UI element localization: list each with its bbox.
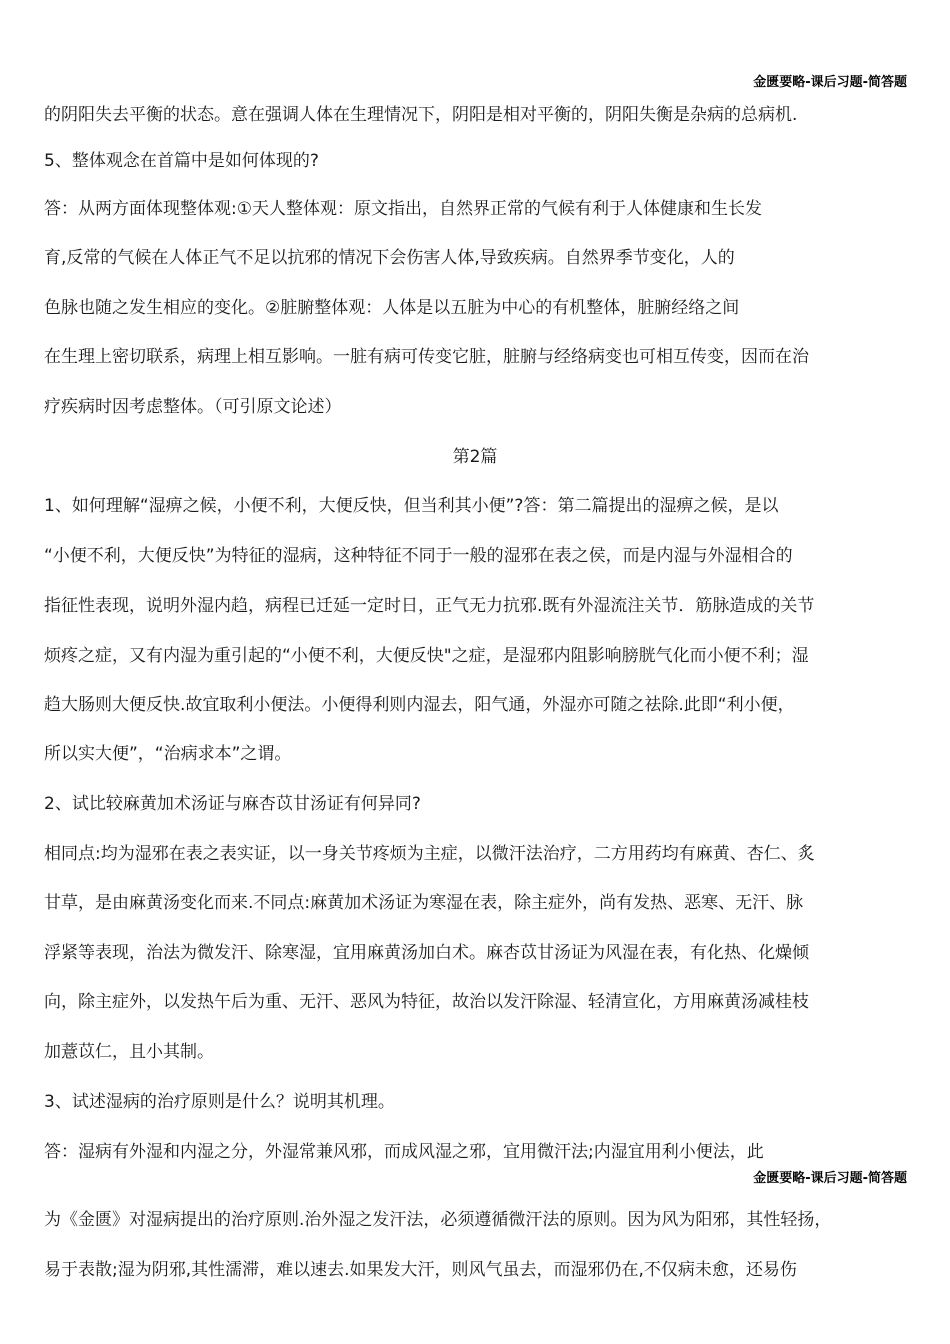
text-line-12: 烦疼之症，又有内湿为重引起的“小便不利，大便反快"之症，是湿邪内阻影响膀胱气化而小便不利；湿 bbox=[44, 646, 809, 666]
text-line-3: 答：从两方面体现整体观:①天人整体观：原文指出，自然界正常的气候有利于人体健康和生长发 bbox=[44, 199, 762, 219]
text-line-17: 甘草，是由麻黄汤变化而来.不同点:麻黄加术汤证为寒湿在表，除主症外，尚有发热、恶寒、无汗、脉 bbox=[44, 893, 804, 913]
text-line-16: 相同点:均为湿邪在表之表实证，以一身关节疼烦为主症，以微汗法治疗，二方用药均有麻黄、杏仁、炙 bbox=[44, 844, 815, 864]
running-header-top: 金匮要略-课后习题-简答题 bbox=[753, 75, 907, 90]
text-line-6: 在生理上密切联系，病理上相互影响。一脏有病可传变它脏，脏腑与经络病变也可相互传变，因而在治 bbox=[44, 347, 809, 367]
text-line-13: 趋大肠则大便反快.故宜取利小便法。小便得利则内湿去，阳气通，外湿亦可随之祛除.此即“利小便， bbox=[44, 695, 795, 715]
section-title: 第2篇 bbox=[452, 447, 498, 467]
text-line-10: “小便不利，大便反快”为特征的湿病，这种特征不同于一般的湿邪在表之侯，而是内湿与外湿相合的 bbox=[44, 546, 793, 566]
question-2: 2、试比较麻黄加术汤证与麻杏苡甘汤证有何异同? bbox=[44, 794, 421, 814]
text-line-1: 的阴阳失去平衡的状态。意在强调人体在生理情况下，阴阳是相对平衡的，阴阳失衡是杂病的总病机. bbox=[44, 105, 798, 125]
text-line-18: 浮紧等表现，治法为微发汗、除寒湿，宜用麻黄汤加白术。麻杏苡甘汤证为风湿在表，有化热、化燥倾 bbox=[44, 943, 809, 963]
text-line-7: 疗疾病时因考虑整体。（可引原文论述） bbox=[44, 397, 342, 417]
text-line-22: 答：湿病有外湿和内湿之分，外湿常兼风邪，而成风湿之邪，宜用微汗法;内湿宜用利小便法，此 bbox=[44, 1142, 764, 1162]
text-line-23: 为《金匮》对湿病提出的治疗原则.治外湿之发汗法，必须遵循微汗法的原则。因为风为阳邪，其性轻扬， bbox=[44, 1210, 832, 1230]
text-line-11: 指征性表现，说明外湿内趋，病程已迁延一定时日，正气无力抗邪.既有外湿流注关节．筋脉造成的关节 bbox=[44, 596, 815, 616]
question-1: 1、如何理解“湿痹之候，小便不利，大便反快，但当利其小便”?答：第二篇提出的湿痹之候，是以 bbox=[44, 496, 779, 516]
text-line-5: 色脉也随之发生相应的变化。②脏腑整体观：人体是以五脏为中心的有机整体，脏腑经络之间 bbox=[44, 298, 740, 318]
text-line-19: 向，除主症外，以发热午后为重、无汗、恶风为特征，故治以发汗除湿、轻清宣化，方用麻黄汤减桂枝 bbox=[44, 992, 809, 1012]
text-line-20: 加薏苡仁，且小其制。 bbox=[44, 1042, 214, 1062]
question-5: 5、整体观念在首篇中是如何体现的? bbox=[44, 151, 319, 171]
text-line-4: 育,反常的气候在人体正气不足以抗邪的情况下会伤害人体,导致疾病。自然界季节变化，人的 bbox=[44, 248, 735, 268]
running-header-mid: 金匮要略-课后习题-简答题 bbox=[753, 1171, 907, 1186]
question-3: 3、试述湿病的治疗原则是什么？说明其机理。 bbox=[44, 1092, 395, 1112]
text-line-14: 所以实大便”，“治病求本”之谓。 bbox=[44, 744, 292, 764]
text-line-24: 易于表散;湿为阴邪,其性濡滞，难以速去.如果发大汗，则风气虽去，而湿邪仍在,不仅病未愈，还易伤 bbox=[44, 1260, 797, 1280]
